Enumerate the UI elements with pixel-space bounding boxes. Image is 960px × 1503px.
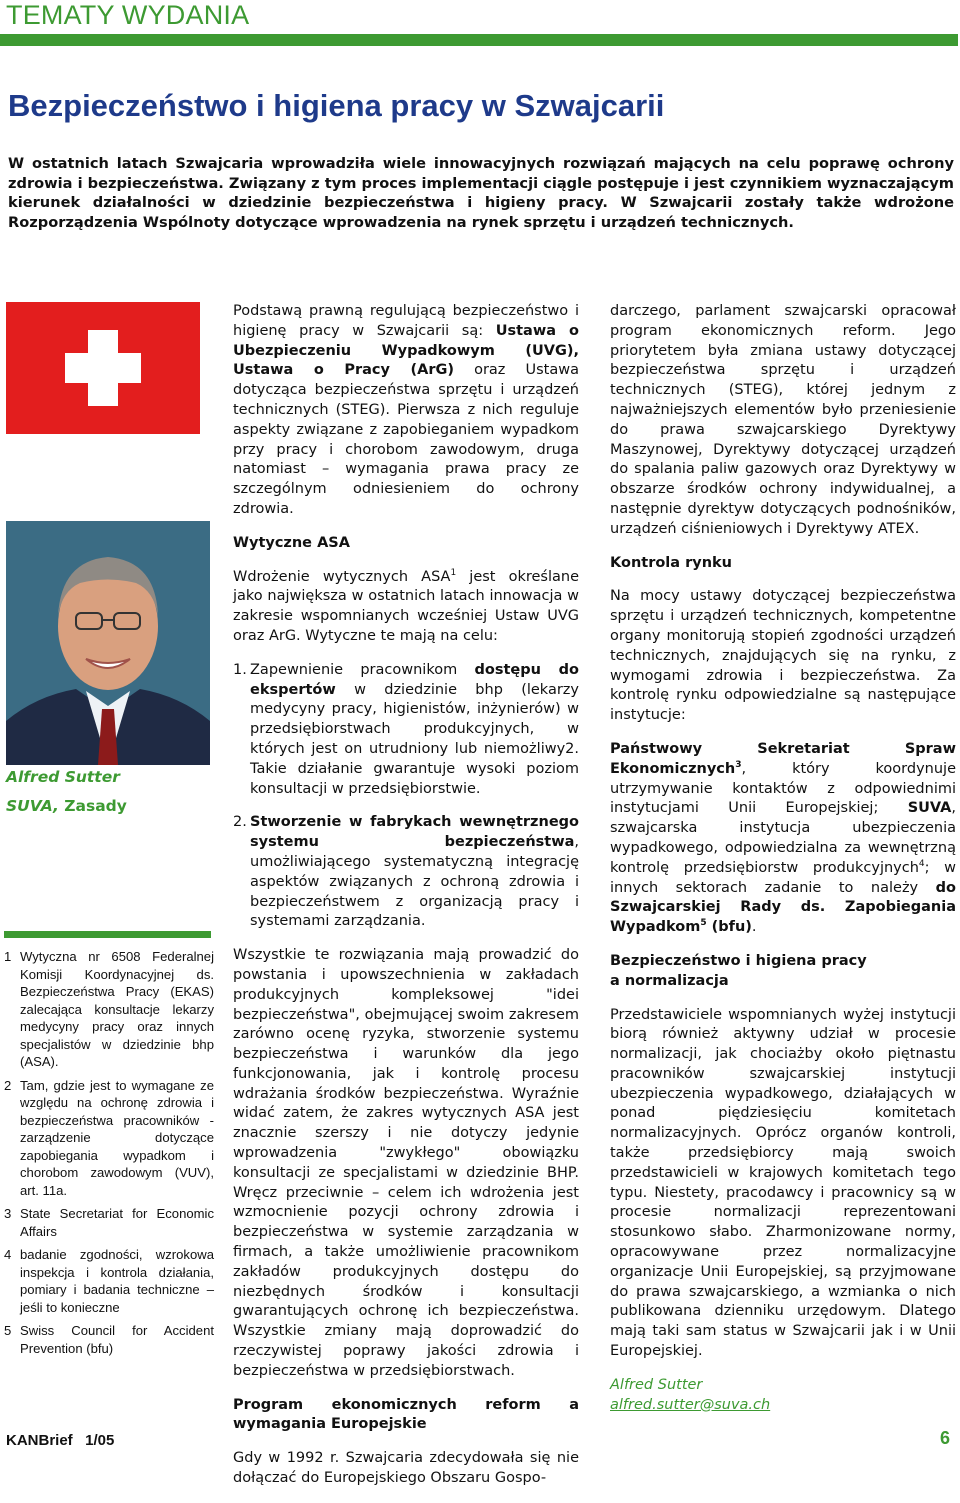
article-title: Bezpieczeństwo i higiena pracy w Szwajcarii [8, 88, 665, 123]
footnote-number: 5 [4, 1323, 12, 1338]
publication-name: KANBrief 1/05 [6, 1432, 115, 1449]
text-run-bold: Państwowy Sekretariat Spraw Ekonomicznych [610, 740, 956, 777]
footnote-text: Swiss Council for Accident Prevention (bfu) [20, 1323, 214, 1356]
footnote-number: 3 [4, 1206, 12, 1221]
text-run: , szwajcarska instytucja ubezpieczenia wypadkowego, odpowiedzialna za wewnętrzną kontrolę przedsiębiorstw produkcyjnych [610, 800, 956, 876]
paragraph-reforms: darczego, parlament szwajcarski opracował program ekonomicznych reform. Jego priorytetem była zmiana ustawy dotyczącej bezpieczeństwa sprzętu i urządzeń technicznych (STEG), której jednym z najważniejszych elementów było przeniesienie do prawa szwajcarskiego Dyrektywy Maszynowej, Dyrektywy dotyczącej urządzeń do spalania paliw gazowych oraz Dyrektywy w obszarze środków ochrony indywidualnej, a następnie dyrektyw dotyczących podnośników, urządzeń ciśnieniowych i Dyrektywy ATEX. [610, 303, 956, 537]
footnote-number: 2 [4, 1077, 12, 1093]
footnote [4, 1246, 214, 1316]
text-run: oraz Ustawa dotycząca bezpieczeństwa sprzętu i urządzeń technicznych (STEG). Pierwsza z nich reguluje aspekty związane z zapobieganiem wypadkom przy pracy i chorobom zawodowym, druga natomiast – wymagania prawa pracy ze szczególnym odniesieniem do ochrony zdrowia. [233, 362, 579, 517]
text-run: Podstawą prawną regulującą bezpieczeństwo i higienę pracy w Szwajcarii są: [233, 303, 579, 339]
author-email-link[interactable]: alfred.sutter@suva.ch [610, 1396, 771, 1413]
author-name: Alfred Sutter [6, 768, 120, 786]
author-portrait-drawing [6, 521, 210, 765]
text-run-bold: dostępu do ekspertów [250, 661, 579, 698]
paragraph-legal-basis [233, 302, 579, 520]
text-run-bold: do Szwajcarskiej Rady ds. Zapobiegania Wypadkom [610, 879, 956, 936]
text-run-bold: Ustawa o Ubezpieczeniu Wypadkowym (UVG), Ustawa o Pracy (ArG) [233, 322, 579, 379]
heading-standardization [610, 952, 956, 992]
author-role: Zasady [58, 797, 127, 815]
footnote-text: Tam, gdzie jest to wymagane ze względu na ochronę zdrowia i bezpieczeństwa pracowników - zarządzenie dotyczące zapobiegania wypadkom i chorobom zawodowym (VUV), art. 11a. [20, 1077, 214, 1198]
footnote-ref: 5 [700, 918, 707, 929]
footnote [4, 1205, 214, 1240]
footnote-text: Wytyczna nr 6508 Federalnej Komisji Koordynacyjnej ds. Bezpieczeństwa Pracy (EKAS) zalecająca konsultacje lekarzy medycyny pracy oraz innych specjalistów w dziedzinie bhp (ASA). [20, 949, 214, 1069]
text-run: Wdrożenie wytycznych ASA [233, 568, 451, 585]
paragraph-standardization: Przedstawiciele wspomnianych wyżej instytucji biorą również aktywny udział w procesie normalizacji, jak chociażby około piętnastu pracowników szwajcarskiej instytucji ubezpieczenia wypadkowego, działających w ponad piędziesięciu komitetach normalizacyjnych. Oprócz organów kontroli, także przedsiębiorcy mają swoich przedstawicieli w krajowych komitetach tego typu. Niestety, pracodawcy i pracownicy są w procesie normalizacji reprezentowani stosunkowo słabo. Zharmonizowane normy, opracowywane przez normalizacyjne organizacje Unii Europejskiej, są przyjmowane do prawa szwajcarskiego, a wzmianka o nich publikowana dzienniku urzędowym. Dlatego mają taki sam status w Szwajcarii jak i w Unii Europejskiej. [610, 1006, 956, 1360]
paragraph-market-control: Na mocy ustawy dotyczącej bezpieczeństwa sprzętu i urządzeń technicznych, kompetentne organy monitorują stopień zgodności urządzeń technicznych, znajdujących się na rynku, z wymogami zdrowia i bezpieczeństwa. Za kontrolę rynku odpowiedzialne są następujące instytucje: [610, 588, 956, 724]
footnotes-list [4, 948, 214, 1363]
heading-program: Program ekonomicznych reform a wymagania Europejskie [233, 1396, 579, 1433]
text-run: , umożliwiającego systematyczną integrację aspektów związanych z ochroną zdrowia i bezpieczeństwem z organizacją pracy i systemami zarządzania. [250, 834, 579, 930]
asa-goals-list [233, 661, 579, 932]
section-tag: TEMATY WYDANIA [6, 0, 250, 30]
list-number: 1. [233, 661, 247, 678]
heading-market-control: Kontrola rynku [610, 554, 733, 571]
text-run-bold: SUVA [907, 800, 952, 817]
signature [610, 1376, 956, 1416]
paragraph-safety-idea: Wszystkie te rozwiązania mają prowadzić do powstania i upowszechnienia w zakładach produkcyjnych kompleksowej "idei bezpieczeństwa", obejmującej swoim zakresem zarówno ocenę ryzyka, stworzenie systemu bezpieczeństwa i warunków dla jego funkcjonowania, jak i kontrolę procesu wdrażania środków bezpieczeństwa. Wyraźnie widać zatem, że zakres wytycznych ASA jest znacznie szerszy i nie dotyczy jedynie wprowadzenia "zwykłego" obowiązku konsultacji ze specjalistami w dziedzinie BHP. Wręcz przeciwnie – celem ich wdrożenia jest wzmocnienie pozycji ochrony zdrowia i bezpieczeństwa w systemie zarządzania w firmach, a także umożliwienie pracownikom zakładów produkcyjnych dostępu do niezbędnych środków i konsultacji gwarantujących ochronę ich bezpieczeństwa. Wszystkie zmiany mają doprowadzić do rzeczywistej poprawy jakości zdrowia i bezpieczeństwa w przedsiębiorstwach. [233, 947, 579, 1379]
author-affiliation [6, 797, 127, 815]
footnote [4, 1077, 214, 1200]
list-item-text [250, 661, 579, 800]
footnote-ref: 3 [735, 759, 742, 770]
paragraph-asa [233, 568, 579, 647]
footnote [4, 948, 214, 1071]
paragraph-1992: Gdy w 1992 r. Szwajcaria zdecydowała się nie dołączać do Europejskiego Obszaru Gospo- [233, 1450, 579, 1487]
footnote-ref: 1 [450, 567, 457, 578]
list-item [233, 813, 579, 932]
author-org: SUVA, [6, 797, 59, 815]
list-item-text [250, 813, 579, 932]
text-run: jest określane jako największa w ostatnich latach innowacja w zakresie wspomnianych wcześniej Ustaw UVG oraz ArG. Wytyczne te mają na celu: [233, 568, 579, 644]
signature-name: Alfred Sutter [610, 1376, 703, 1393]
swiss-flag-image [6, 302, 200, 434]
heading-line: Bezpieczeństwo i higiena pracy [610, 952, 867, 969]
column-middle [233, 302, 579, 1503]
footnote-ref: 4 [918, 858, 925, 869]
column-right [610, 302, 956, 1429]
text-run: w dziedzinie bhp (lekarzy medycyny pracy, higienistów, inżynierów) w przedsiębiorstwach produkcyjnych, w których jest on utrudniony lub niemożliwy2. Takie działanie gwarantuje wysoki poziom konsultacji w przedsiębiorstwie. [250, 681, 579, 797]
footnote-number: 4 [4, 1247, 12, 1262]
flag-cross-horizontal [65, 353, 141, 383]
footnotes-divider [4, 931, 211, 938]
footnote-text: badanie zgodności, wzrokowa inspekcja i kontrola działania, pomiary i badania techniczne – jeśli to konieczne [20, 1247, 214, 1315]
heading-asa: Wytyczne ASA [233, 534, 350, 551]
footnote-text: State Secretariat for Economic Affairs [20, 1206, 214, 1239]
text-run: ; w innych sektorach zadanie to należy [610, 859, 956, 896]
text-run: Zapewnienie pracownikom [250, 661, 475, 678]
text-run-bold: Stworzenie w fabrykach wewnętrznego systemu bezpieczeństwa [250, 814, 579, 851]
author-portrait [6, 521, 210, 765]
text-run: . [751, 919, 757, 936]
heading-line: a normalizacja [610, 972, 729, 989]
list-item [233, 661, 579, 800]
article-lead: W ostatnich latach Szwajcaria wprowadziła wiele innowacyjnych rozwiązań mających na celu poprawę ochrony zdrowia i bezpieczeństwa. Związany z tym proces implementacji ciągle postępuje i jest czynnikiem wyznaczającym kierunek działalności w dziedzinie bezpieczeństwa i higieny pracy. W Szwajcarii zostały także wdrożone Rozporządzenia Wspólnoty dotyczące wprowadzenia na rynek sprzętu i urządzeń technicznych. [8, 155, 954, 231]
paragraph-institutions [610, 740, 956, 938]
footnote [4, 1322, 214, 1357]
list-number: 2. [233, 814, 247, 831]
text-run: , który koordynuje utrzymywanie kontaktów z odpowiednimi instytucjami Unii Europejskiej; [610, 760, 956, 817]
header-divider [0, 34, 958, 46]
footnote-number: 1 [4, 949, 12, 964]
text-run-bold: (bfu) [706, 919, 752, 936]
page-number: 6 [940, 1428, 951, 1448]
